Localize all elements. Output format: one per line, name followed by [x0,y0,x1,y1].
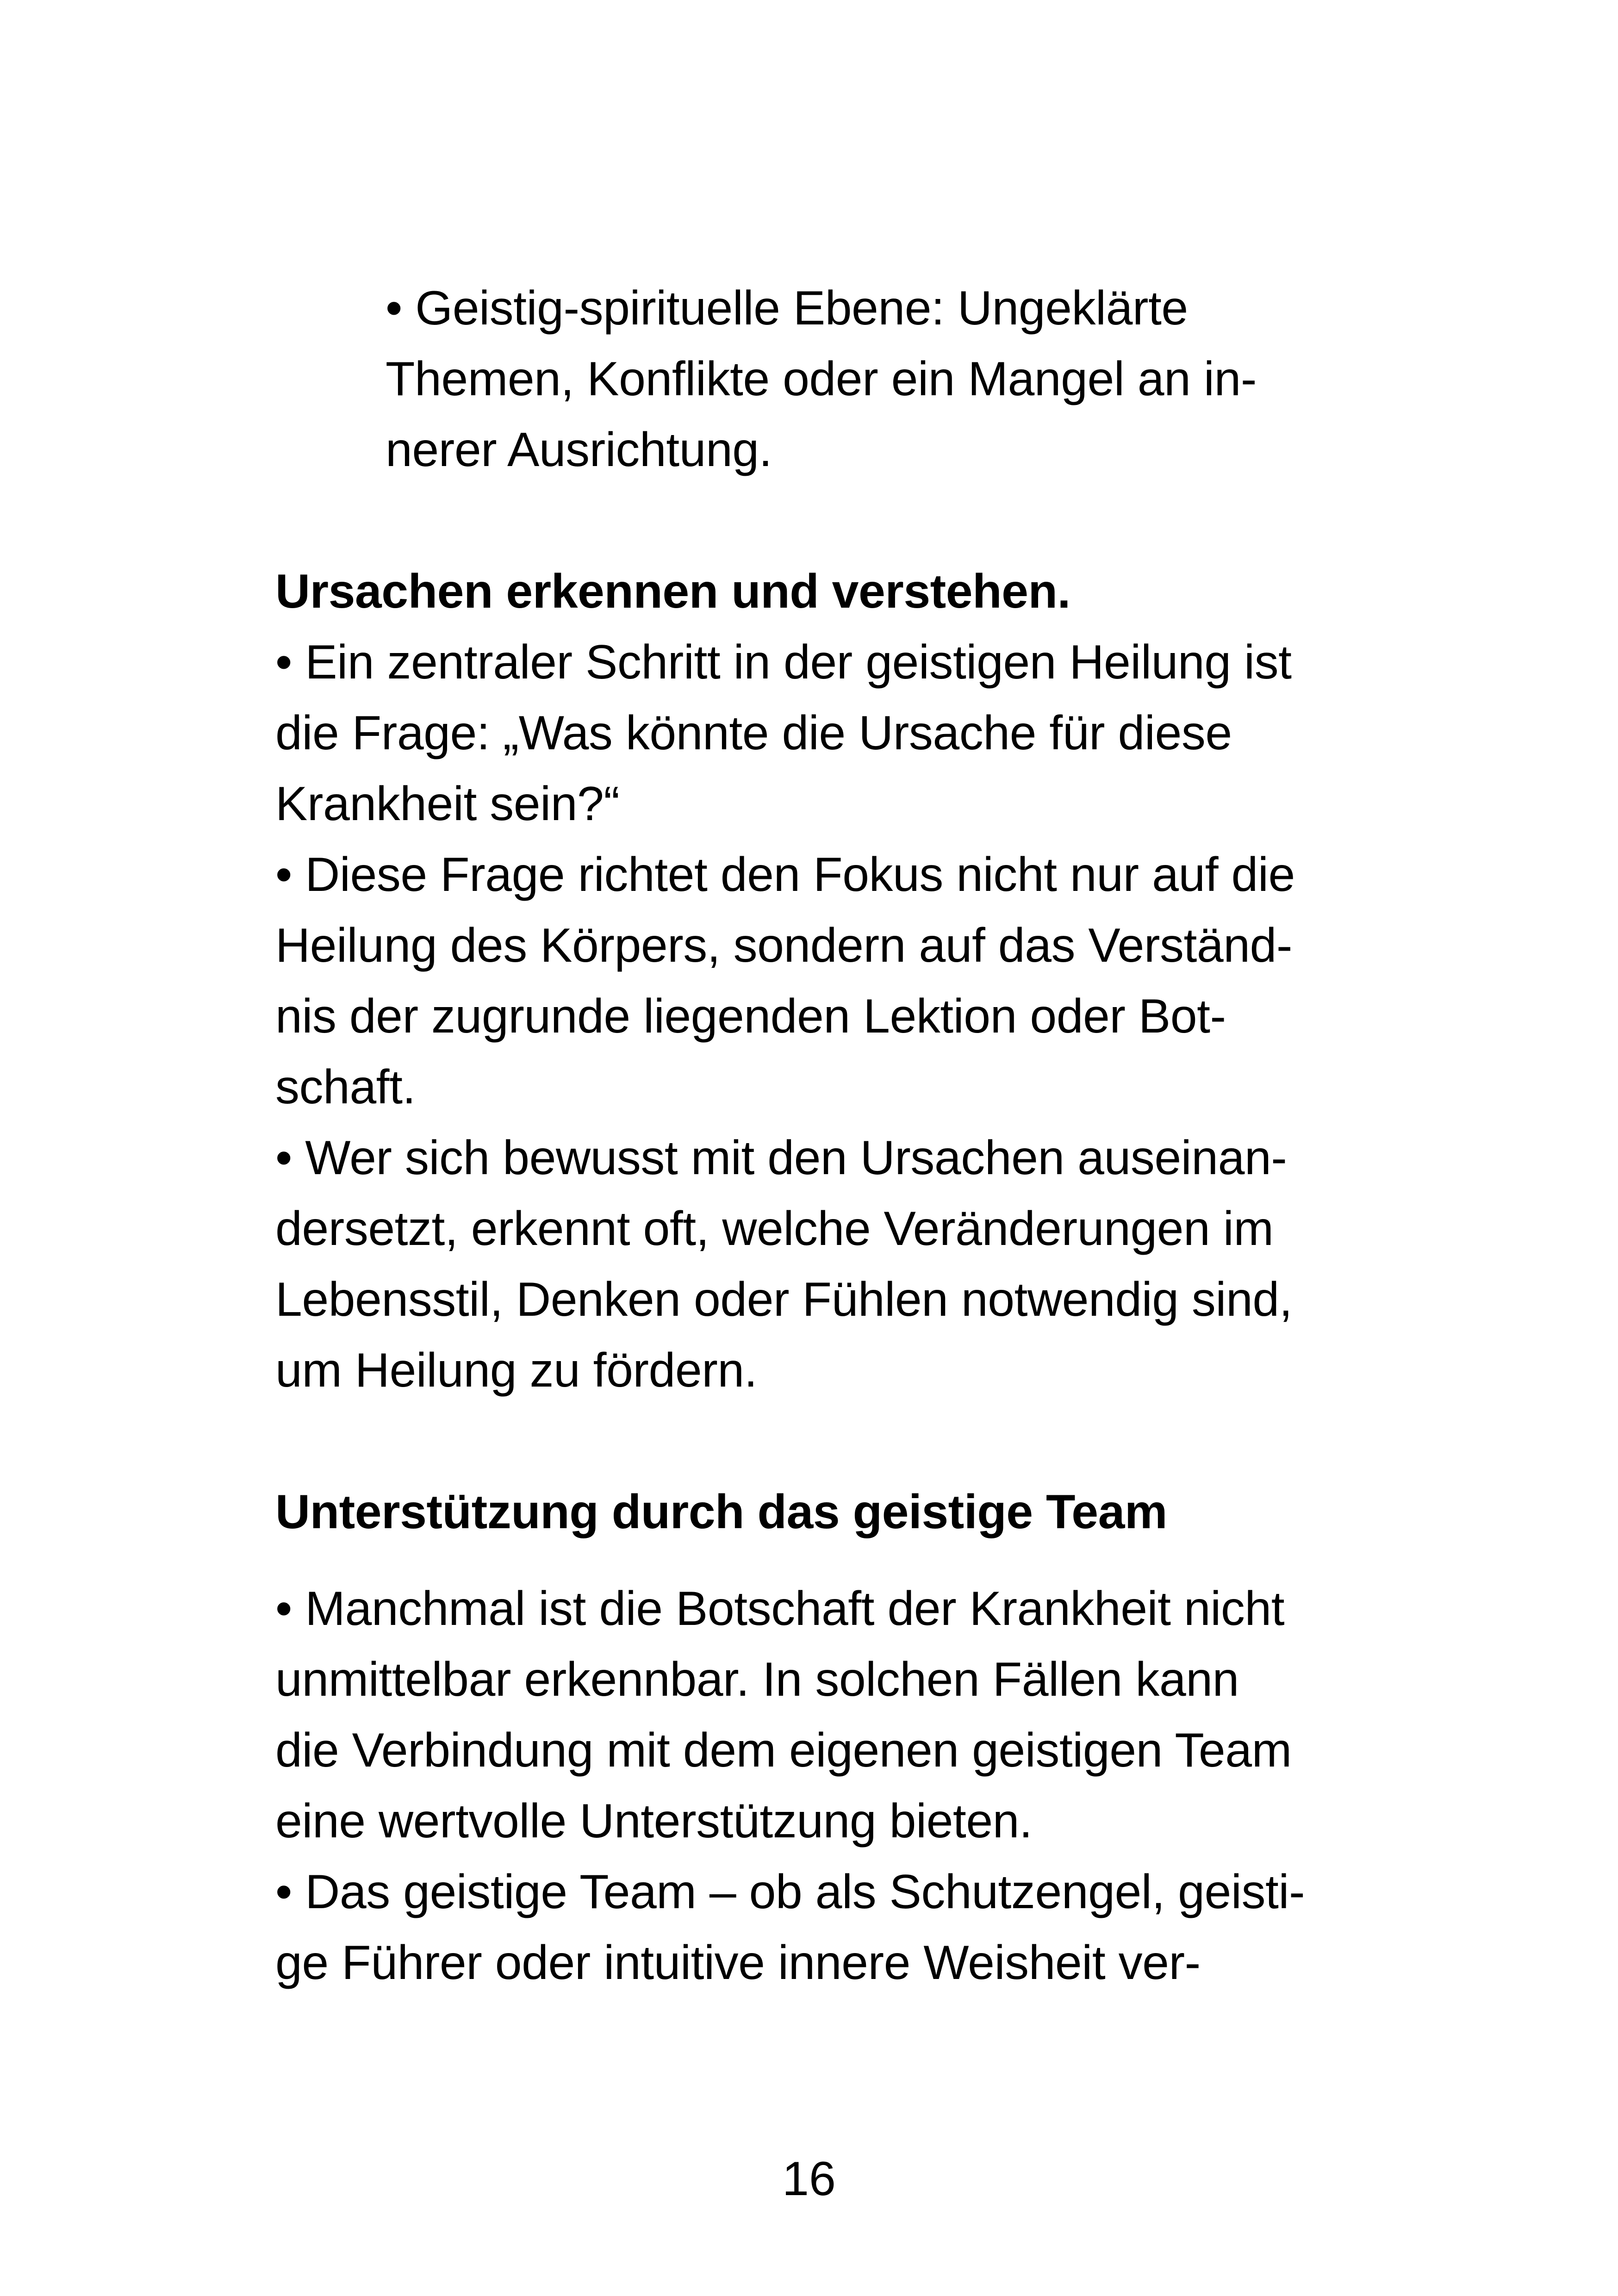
body-text-line: unmittelbar erkennbar. In solchen Fällen kann [275,1653,1239,1706]
body-text-line: Lebensstil, Denken oder Fühlen notwendig sind, [275,1273,1293,1326]
body-text-line: um Heilung zu fördern. [275,1344,758,1397]
page-number: 16 [782,2152,836,2206]
body-text-line: • Das geistige Team – ob als Schutzengel, geisti- [275,1865,1305,1919]
bullet-text-line: nerer Ausrichtung. [386,423,772,477]
section-heading: Unterstützung durch das geistige Team [275,1485,1167,1539]
body-text-line: nis der zugrunde liegenden Lektion oder Bot- [275,989,1226,1043]
bullet-text-line: Themen, Konflikte oder ein Mangel an in- [386,352,1257,406]
body-text-line: Heilung des Körpers, sondern auf das Verständ- [275,919,1293,972]
bullet-text-line: • Geistig-spirituelle Ebene: Ungeklärte [386,281,1188,335]
body-text-line: ge Führer oder intuitive innere Weisheit ver- [275,1936,1201,1990]
body-text-line: die Verbindung mit dem eigenen geistigen Team [275,1724,1292,1777]
body-text-line: Krankheit sein?“ [275,777,620,831]
body-text-line: • Wer sich bewusst mit den Ursachen auseinan- [275,1131,1287,1185]
body-text-line: schaft. [275,1060,416,1114]
body-text-line: • Diese Frage richtet den Fokus nicht nur auf die [275,848,1295,902]
body-text-line: die Frage: „Was könnte die Ursache für diese [275,706,1232,760]
body-text-line: • Manchmal ist die Botschaft der Krankheit nicht [275,1582,1285,1636]
body-text-line: eine wertvolle Unterstützung bieten. [275,1794,1033,1848]
section-heading: Ursachen erkennen und verstehen. [275,565,1070,618]
body-text-line: dersetzt, erkennt oft, welche Veränderungen im [275,1202,1274,1256]
body-text-line: • Ein zentraler Schritt in der geistigen Heilung ist [275,635,1292,689]
